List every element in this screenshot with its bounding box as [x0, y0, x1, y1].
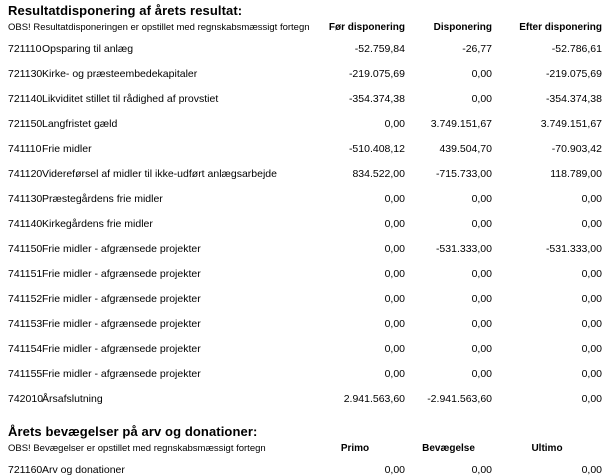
amount-cell: 0,00 [384, 463, 405, 475]
table-row [8, 286, 602, 311]
amount-cell: 0,00 [471, 217, 492, 230]
section-title: Resultatdisponering af årets resultat: [8, 3, 243, 18]
amount-cell: -715.733,00 [435, 167, 492, 180]
amount-cell: 0,00 [384, 342, 405, 355]
amount-cell: 0,00 [384, 317, 405, 330]
amount-cell: 0,00 [471, 317, 492, 330]
section-result-disposition [8, 3, 602, 411]
amount-cell: 0,00 [581, 463, 602, 475]
amount-cell: 0,00 [471, 67, 492, 80]
amount-cell: -219.075,69 [545, 67, 602, 80]
table-row [8, 186, 602, 211]
account-description: Præstegårdens frie midler [42, 192, 163, 205]
column-header-disposition: Disponering [433, 22, 492, 33]
amount-cell: 0,00 [384, 267, 405, 280]
column-header-after-disposition: Efter disponering [519, 22, 602, 33]
table-row [8, 261, 602, 286]
table-body [8, 36, 602, 411]
amount-cell: 439.504,70 [439, 142, 492, 155]
table-row [8, 136, 602, 161]
amount-cell: 0,00 [384, 117, 405, 130]
amount-cell: 0,00 [384, 217, 405, 230]
account-description: Frie midler - afgrænsede projekter [42, 317, 201, 330]
table-row [8, 86, 602, 111]
section-note: OBS! Bevægelser er opstillet med regnskabsmæssigt fortegn [8, 443, 266, 454]
amount-cell: 0,00 [581, 367, 602, 380]
amount-cell: 0,00 [581, 267, 602, 280]
amount-cell: 0,00 [581, 392, 602, 405]
table-row [8, 111, 602, 136]
amount-cell: 0,00 [471, 192, 492, 205]
amount-cell: 3.749.151,67 [540, 117, 602, 130]
account-description: Likviditet stillet til rådighed af provstiet [42, 92, 219, 105]
column-header-movement: Bevægelse [422, 443, 475, 454]
amount-cell: -354.374,38 [545, 92, 602, 105]
amount-cell: 0,00 [384, 242, 405, 255]
account-description: Frie midler - afgrænsede projekter [42, 267, 201, 280]
amount-cell: -52.759,84 [354, 42, 405, 55]
amount-cell: 118.789,00 [550, 167, 602, 180]
table-row [8, 386, 602, 411]
account-code: 741154 [8, 342, 43, 355]
account-description: Frie midler - afgrænsede projekter [42, 242, 201, 255]
account-description: Årsafslutning [42, 392, 103, 405]
section-note: OBS! Resultatdisponeringen er opstillet med regnskabsmæssigt fortegn [8, 22, 310, 33]
account-description: Frie midler - afgrænsede projekter [42, 342, 201, 355]
amount-cell: 0,00 [384, 292, 405, 305]
account-description: Opsparing til anlæg [42, 42, 134, 55]
amount-cell: 0,00 [471, 463, 492, 475]
amount-cell: 2.941.563,60 [343, 392, 405, 405]
table-row [8, 236, 602, 261]
amount-cell: -52.786,61 [551, 42, 602, 55]
amount-cell: 0,00 [471, 342, 492, 355]
table-row [8, 161, 602, 186]
account-code: 741153 [8, 317, 43, 330]
table-row [8, 61, 602, 86]
amount-cell: 3.749.151,67 [430, 117, 492, 130]
table-row [8, 457, 602, 475]
table-body [8, 457, 602, 475]
account-code: 741130 [8, 192, 43, 205]
account-description: Langfristet gæld [42, 117, 118, 130]
amount-cell: -531.333,00 [545, 242, 602, 255]
amount-cell: -354.374,38 [348, 92, 405, 105]
account-description: Frie midler - afgrænsede projekter [42, 292, 201, 305]
amount-cell: 0,00 [471, 267, 492, 280]
amount-cell: 0,00 [581, 342, 602, 355]
section-inheritance-donations [8, 424, 602, 475]
account-description: Frie midler - afgrænsede projekter [42, 367, 201, 380]
amount-cell: 0,00 [581, 317, 602, 330]
amount-cell: -2.941.563,60 [427, 392, 492, 405]
table-row [8, 336, 602, 361]
amount-cell: -510.408,12 [348, 142, 405, 155]
account-description: Frie midler [42, 142, 92, 155]
amount-cell: 0,00 [384, 367, 405, 380]
section-title: Årets bevægelser på arv og donationer: [8, 424, 258, 439]
account-code: 742010 [8, 392, 44, 405]
amount-cell: -531.333,00 [435, 242, 492, 255]
amount-cell: 0,00 [471, 292, 492, 305]
amount-cell: -219.075,69 [348, 67, 405, 80]
account-code: 721130 [8, 67, 43, 80]
account-description: Kirkegårdens frie midler [42, 217, 153, 230]
account-code: 721160 [8, 463, 43, 475]
account-description: Arv og donationer [42, 463, 125, 475]
amount-cell: 0,00 [471, 367, 492, 380]
account-code: 741150 [8, 242, 43, 255]
amount-cell: -26,77 [462, 42, 492, 55]
table-header-row [8, 22, 602, 36]
amount-cell: -70.903,42 [551, 142, 602, 155]
account-code: 741152 [8, 292, 43, 305]
table-row [8, 36, 602, 61]
table-row [8, 361, 602, 386]
amount-cell: 0,00 [384, 192, 405, 205]
column-header-ultimo: Ultimo [531, 443, 563, 454]
account-code: 721110 [8, 42, 42, 55]
account-description: Videreførsel af midler til ikke-udført anlægsarbejde [42, 167, 277, 180]
amount-cell: 0,00 [581, 292, 602, 305]
table-header-row [8, 443, 602, 457]
account-description: Kirke- og præsteembedekapitaler [42, 67, 198, 80]
amount-cell: 834.522,00 [352, 167, 405, 180]
amount-cell: 0,00 [471, 92, 492, 105]
account-code: 721140 [8, 92, 43, 105]
account-code: 741151 [8, 267, 43, 280]
amount-cell: 0,00 [581, 217, 602, 230]
table-row [8, 211, 602, 236]
column-header-before-disposition: Før disponering [328, 22, 405, 33]
account-code: 741120 [8, 167, 43, 180]
amount-cell: 0,00 [581, 192, 602, 205]
column-header-primo: Primo [340, 443, 370, 454]
account-code: 741140 [8, 217, 43, 230]
account-code: 721150 [8, 117, 43, 130]
table-row [8, 311, 602, 336]
account-code: 741110 [8, 142, 42, 155]
account-code: 741155 [8, 367, 43, 380]
